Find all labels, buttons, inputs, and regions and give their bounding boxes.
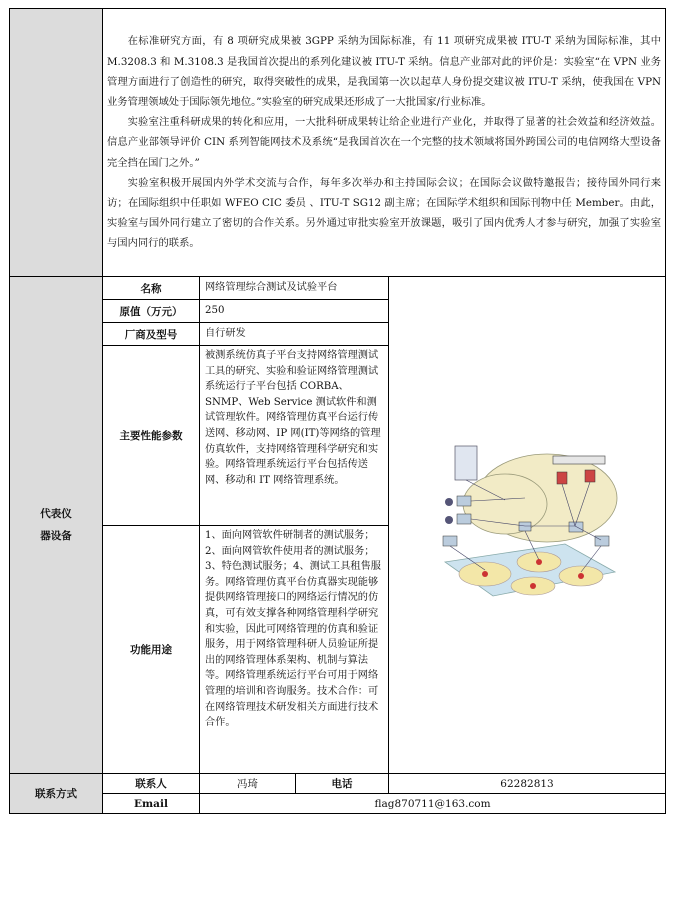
network-diagram-image (435, 440, 620, 610)
phone-value: 62282813 (389, 774, 666, 794)
function-value: 1、面向网管软件研制者的测试服务；2、面向网管软件使用者的测试服务；3、特色测试服务；4、测试工具租售服务。网络管理仿真平台仿真器实现能够提供网络管理接口的网络运行情况的仿真，可有效支撑各种网络管理科学研究和实验，因此可网络管理的仿真和验证服务，用于网络管理科研人员验证所提出的网络管理体系架构、机制与算法等。网络管理系统运行平台可用于网络管理的培训和咨询服务。技术合作：可在网络管理技术研发相关方面进行技术合作。 (200, 526, 389, 774)
function-label: 功能用途 (103, 526, 200, 774)
contact-person-row (10, 774, 666, 794)
intro-paragraph: 实验室注重科研成果的转化和应用，一大批科研成果转让给企业进行产业化，并取得了显著的社会效益和经济效益。信息产业部领导评价 CIN 系列智能网技术及系统“是我国首次在一个完整的技术领域将国外跨国公司的电信网络大型设备完全挡在国门之外。” (107, 116, 662, 169)
info-table (9, 8, 666, 814)
name-value: 网络管理综合测试及试验平台 (200, 277, 389, 300)
person-value: 冯琦 (200, 774, 296, 794)
contact-email-row (10, 794, 666, 814)
params-label: 主要性能参数 (103, 346, 200, 526)
price-label: 原值（万元） (103, 300, 200, 323)
params-value: 被测系统仿真子平台支持网络管理测试工具的研究、实验和验证网络管理测试系统运行子平台包括 CORBA、SNMP、Web Service 测试软件和测试管理软件。网络管理仿真平台运行传送网、移动网、IP 网(IT)等网络的管理仿真软件，支持网络管理科学研究和实验。网络管理系统运行平台包括传送网、移动和 IT 网络管理系统。 (200, 346, 389, 526)
email-label: Email (103, 794, 200, 814)
intro-paragraph: 在标准研究方面，有 8 项研究成果被 3GPP 采纳为国际标准，有 11 项研究成果被 ITU-T 采纳为国际标准，其中 M.3208.3 和 M.3108.3 是我国首次提出的系列化建议被 ITU-T 采纳。信息产业部对此的评价是：实验室“在 VPN 业务管理方面进行了创造性的研究，取得突破性的成果，是我国第一次以起草人身份提交建议被 ITU-T 采纳，使我国在 VPN 业务管理领域处于国际领先地位。”实验室的研究成果还形成了一大批国家/行业标准。 (107, 35, 662, 108)
intro-row (10, 9, 666, 277)
email-value[interactable]: flag870711@163.com (200, 794, 666, 814)
maker-value: 自行研发 (200, 323, 389, 346)
intro-text-cell (103, 9, 666, 277)
intro-paragraph: 实验室积极开展国内外学术交流与合作，每年多次举办和主持国际会议；在国际会议做特邀报告；接待国外同行来访；在国际组织中任职如 WFEO CIC 委员 、ITU-T SG12 副主席；在国际学术组织和国际刊物中任 Member。由此，实验室与国外同行建立了密切的合作关系。另外通过审批实验室开放课题，吸引了国内优秀人才参与研究，加强了实验室与国内同行的联系。 (107, 176, 662, 250)
name-row (10, 277, 666, 300)
instrument-image-cell (389, 277, 666, 774)
phone-label: 电话 (296, 774, 389, 794)
instrument-section-label: 代表仪器设备 (10, 277, 103, 774)
contact-section-label: 联系方式 (10, 774, 103, 814)
price-value: 250 (200, 300, 389, 323)
person-label: 联系人 (103, 774, 200, 794)
name-label: 名称 (103, 277, 200, 300)
document-sheet (9, 8, 665, 814)
intro-side-cell (10, 9, 103, 277)
maker-label: 厂商及型号 (103, 323, 200, 346)
